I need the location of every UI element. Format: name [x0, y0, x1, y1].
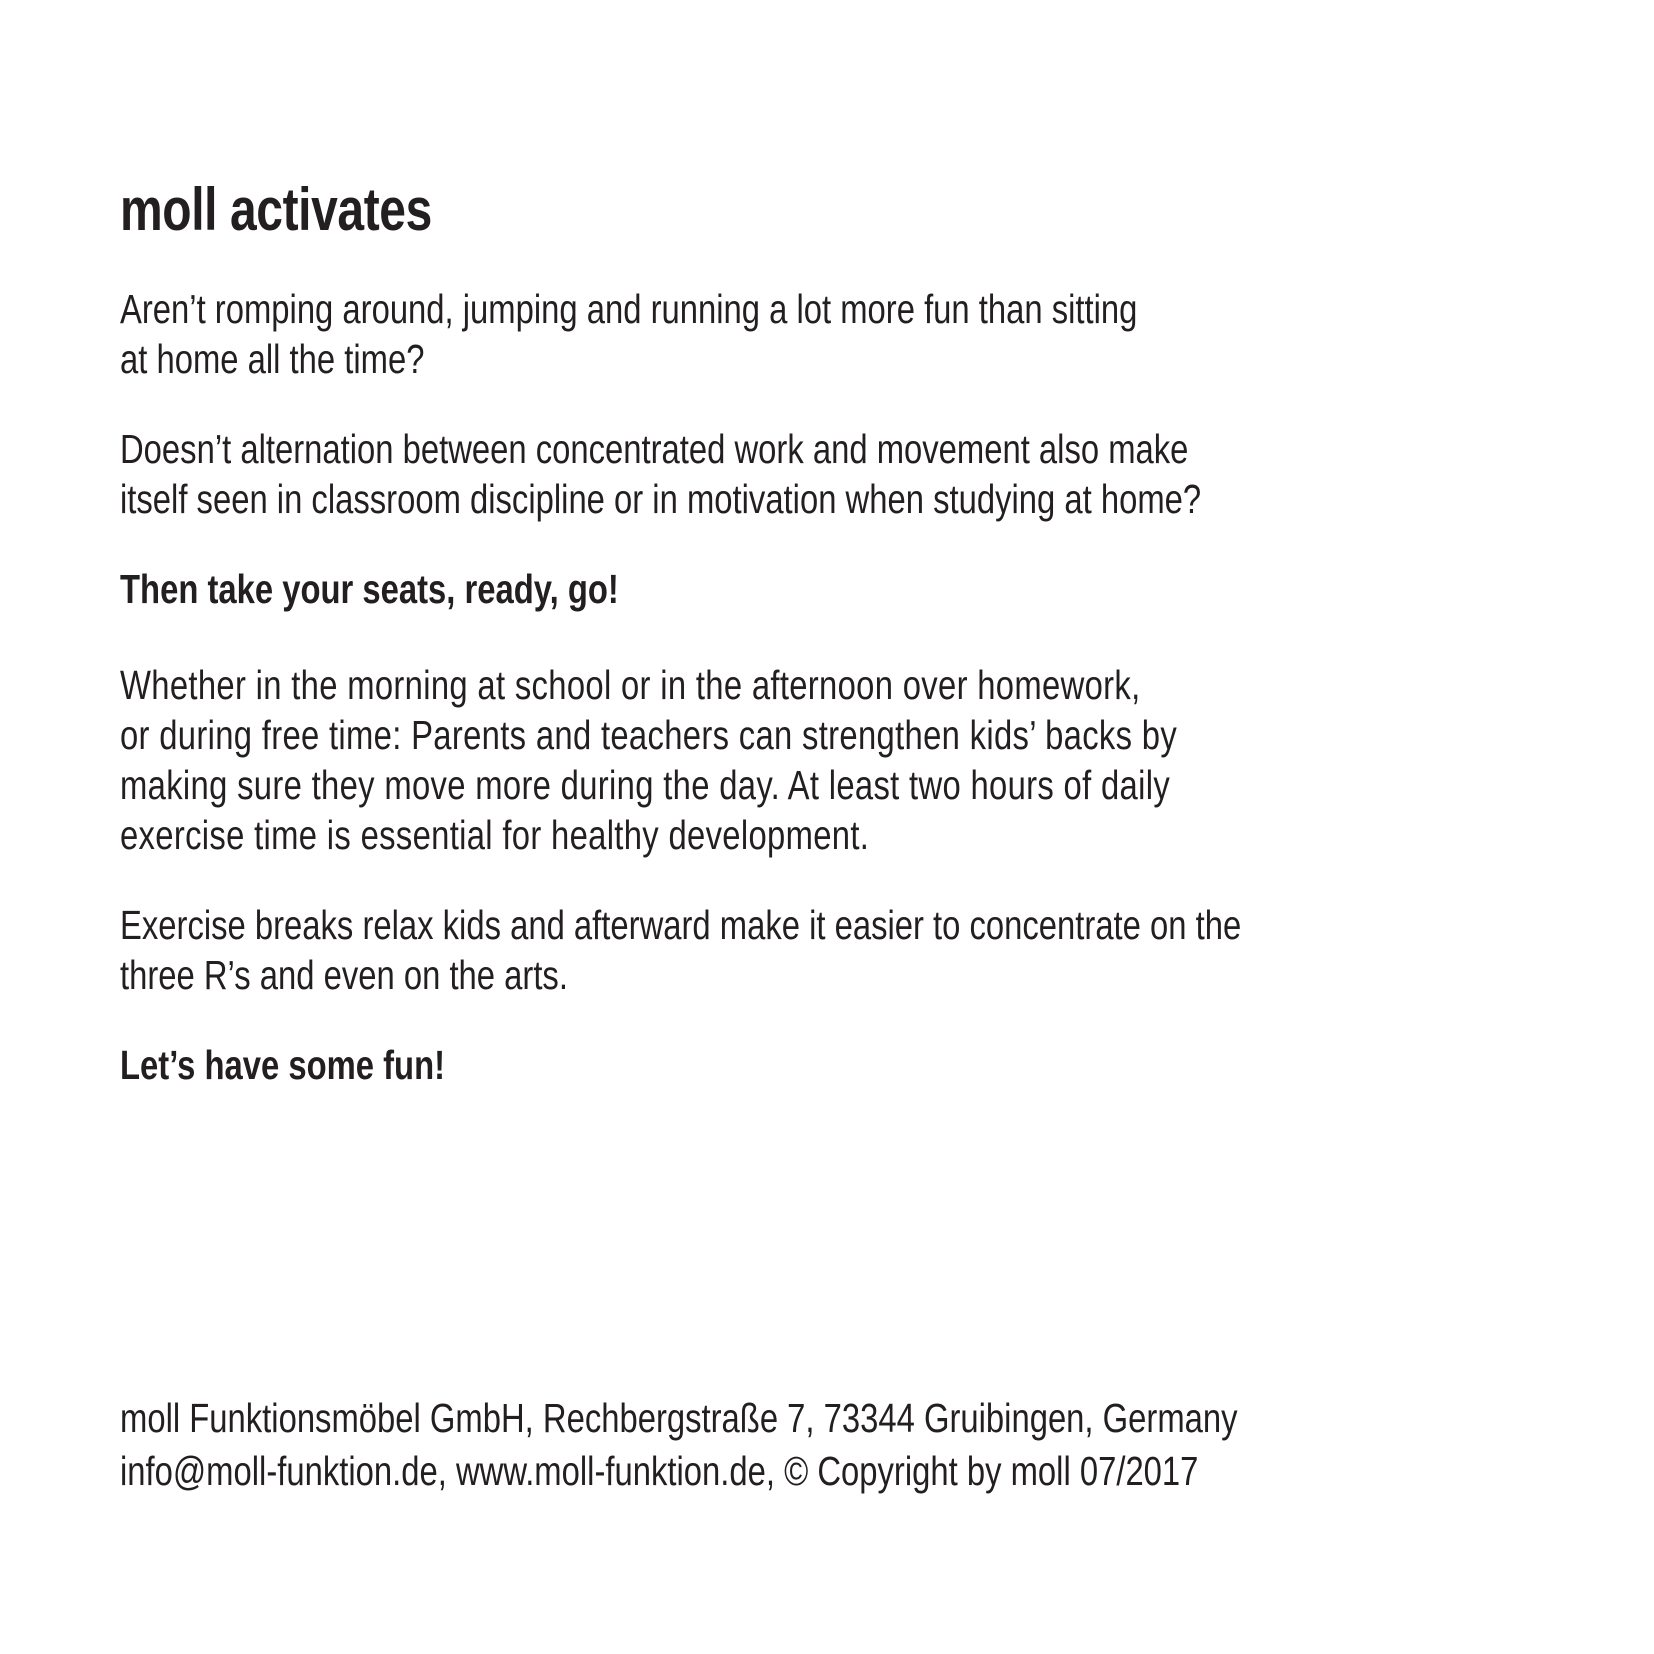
paragraph-line: Exercise breaks relax kids and afterward make it easier to concentrate on the	[120, 902, 1242, 949]
footer-contact-line: info@moll-funktion.de, www.moll-funktion.de, © Copyright by moll 07/2017	[120, 1448, 1199, 1495]
paragraph-line: Let’s have some fun!	[120, 1042, 446, 1089]
paragraph-line: three R’s and even on the arts.	[120, 952, 568, 999]
paragraph-line: at home all the time?	[120, 336, 425, 383]
paragraph-line: Then take your seats, ready, go!	[120, 566, 619, 613]
paragraph-whether-in-the-morning	[120, 660, 1540, 860]
paragraph-line: making sure they move more during the day. At least two hours of daily	[120, 762, 1171, 809]
footer-imprint	[120, 1392, 1540, 1499]
paragraph-line: Whether in the morning at school or in the afternoon over homework,	[120, 662, 1141, 709]
page-title: moll activates	[120, 176, 432, 243]
paragraph-line: or during free time: Parents and teachers can strengthen kids’ backs by	[120, 712, 1178, 759]
paragraph-line: itself seen in classroom discipline or in motivation when studying at home?	[120, 476, 1202, 523]
paragraph-exercise-breaks	[120, 900, 1540, 1000]
heading-lets-have-some-fun	[120, 1040, 1540, 1090]
paragraph-line: Aren’t romping around, jumping and running a lot more fun than sitting	[120, 286, 1138, 332]
paragraph-line: Doesn’t alternation between concentrated work and movement also make	[120, 426, 1189, 473]
document-content	[120, 176, 1540, 1130]
footer-address-line: moll Funktionsmöbel GmbH, Rechbergstraße 7, 73344 Gruibingen, Germany	[120, 1395, 1238, 1441]
paragraph-alternation-question	[120, 424, 1540, 524]
heading-take-your-seats	[120, 564, 1540, 614]
paragraph-intro-question	[120, 284, 1540, 384]
paragraph-line: exercise time is essential for healthy development.	[120, 812, 870, 859]
